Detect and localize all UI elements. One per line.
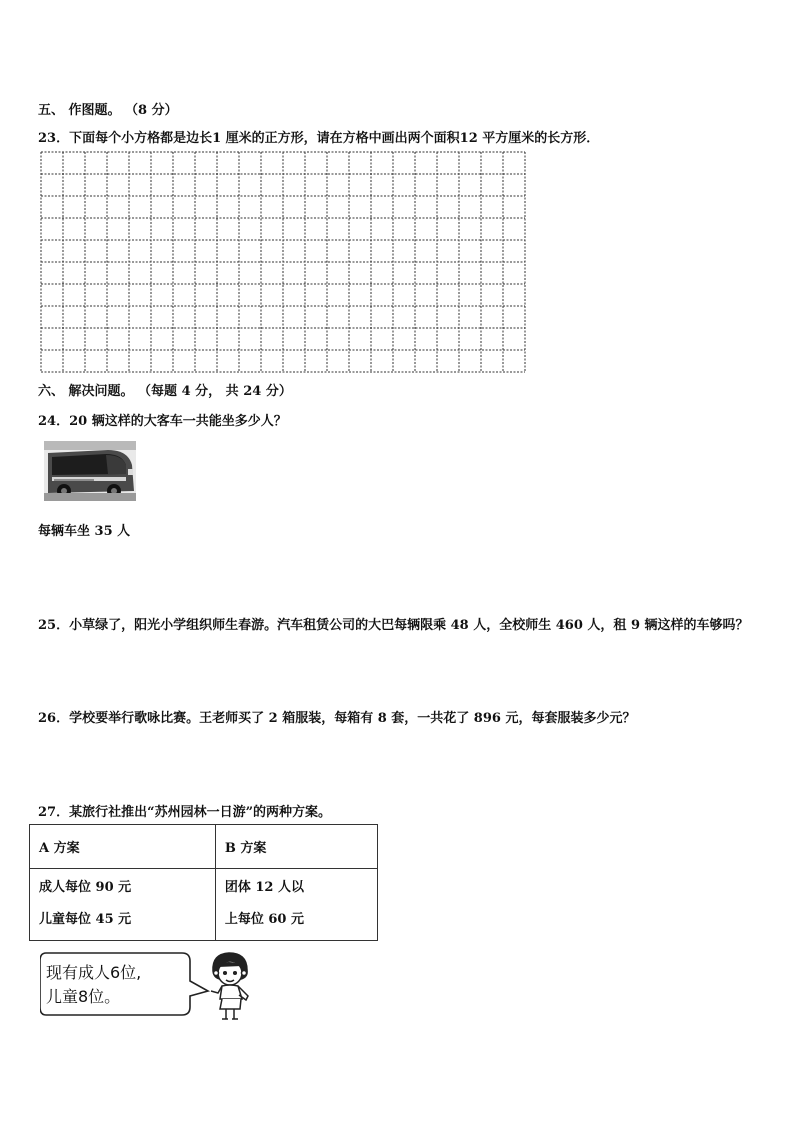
question-24-caption: 每辆车坐 35 人	[38, 524, 131, 539]
plan-b-header: B 方案	[215, 825, 377, 869]
question-24-text: 24．20 辆这样的大客车一共能坐多少人？	[38, 414, 287, 429]
table-row	[30, 869, 378, 941]
question-26-text: 26．学校要举行歌咏比赛。王老师买了 2 箱服装，每箱有 8 套，一共花了 896 元，每套服装多少元？	[38, 711, 636, 726]
square-grid[interactable]	[40, 151, 528, 373]
speech-bubble-text	[46, 961, 186, 1009]
section-six-heading: 六、 解决问题。 （每题 4 分， 共 24 分）	[38, 384, 292, 399]
plan-b-cell	[215, 869, 377, 941]
plan-a-child-price: 儿童每位 45 元	[39, 912, 132, 927]
speech-line-2: 儿童8位。	[46, 987, 121, 1006]
plan-a-adult-price: 成人每位 90 元	[39, 880, 132, 895]
plan-b-line-1: 团体 12 人以	[224, 880, 304, 895]
plan-a-header: A 方案	[30, 825, 216, 869]
plan-a-cell	[30, 869, 216, 941]
travel-plan-table	[29, 824, 378, 941]
section-five-heading: 五、 作图题。 （8 分）	[38, 103, 178, 118]
plan-b-line-2: 上每位 60 元	[224, 912, 304, 927]
speech-line-1: 现有成人6位,	[46, 963, 142, 982]
question-23-text: 23．下面每个小方格都是边长1 厘米的正方形，请在方格中画出两个面积12 平方厘米的长方形．	[38, 131, 600, 146]
girl-figure	[211, 953, 248, 1019]
question-27-text: 27．某旅行社推出“苏州园林一日游”的两种方案。	[38, 805, 332, 820]
table-header-row	[30, 825, 378, 869]
question-25-text: 25．小草绿了，阳光小学组织师生春游。汽车租赁公司的大巴每辆限乘 48 人，全校师生 460 人，租 9 辆这样的车够吗？	[38, 618, 749, 633]
bus-picture	[44, 441, 136, 501]
